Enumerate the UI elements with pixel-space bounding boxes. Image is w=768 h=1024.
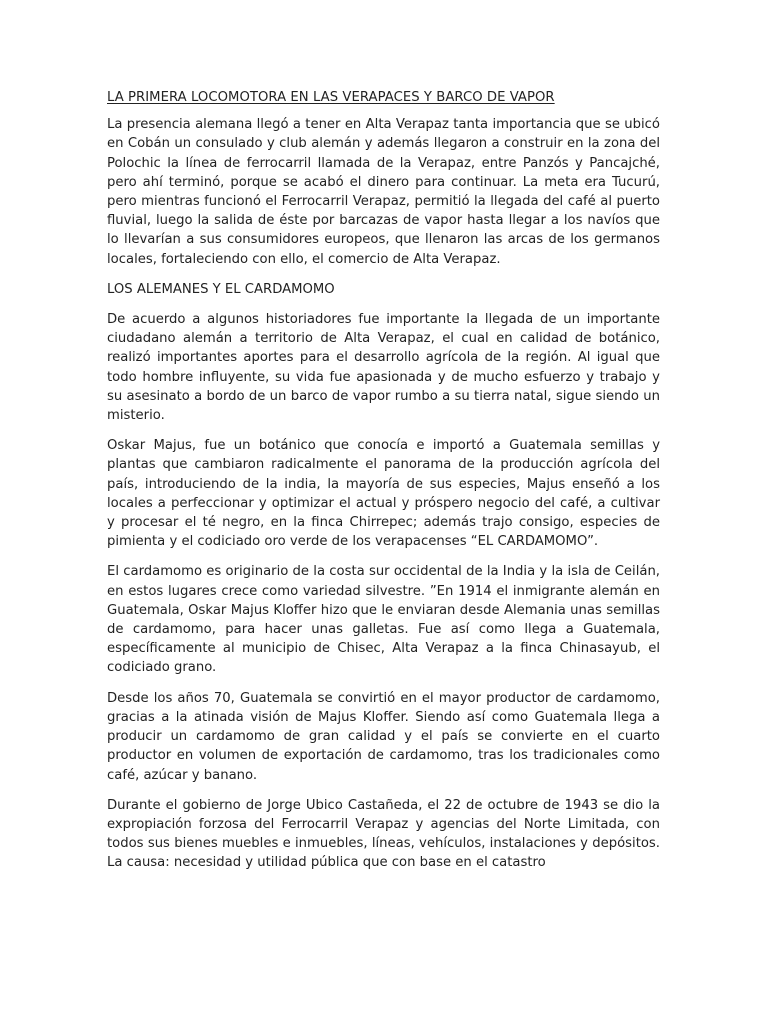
paragraph-origen-cardamomo: El cardamomo es originario de la costa sur occidental de la India y la isla de Ceilán, en estos lugares crece como variedad silvestre. ”En 1914 el inmigrante alemán en Guatemala, Oskar Majus Kloffer hizo que le enviaran desde Alemania unas semillas de cardamomo, para hacer unas galletas. Fue así como llega a Guatemala, específicamente al municipio de Chisec, Alta Verapaz a la finca Chinasayub, el codiciado grano. xyxy=(107,564,660,676)
document-body xyxy=(107,88,660,884)
paragraph-locomotora: La presencia alemana llegó a tener en Alta Verapaz tanta importancia que se ubicó en Cobán un consulado y club alemán y además llegaron a construir en la zona del Polochic la línea de ferrocarril llamada de la Verapaz, entre Panzós y Pancajché, pero ahí terminó, porque se acabó el dinero para continuar. La meta era Tucurú, pero mientras funcionó el Ferrocarril Verapaz, permitió la llegada del café al puerto fluvial, luego la salida de éste por barcazas de vapor hasta llegar a los navíos que lo llevarían a sus consumidores europeos, que llenaron las arcas de los germanos locales, fortaleciendo con ello, el comercio de Alta Verapaz. xyxy=(107,117,660,267)
paragraph-historiadores: De acuerdo a algunos historiadores fue importante la llegada de un importante ciudadano alemán a territorio de Alta Verapaz, el cual en calidad de botánico, realizó importantes aportes para el desarrollo agrícola de la región. Al igual que todo hombre influyente, su vida fue apasionada y de mucho esfuerzo y trabajo y su asesinato a bordo de un barco de vapor rumbo a su tierra natal, sigue siendo un misterio. xyxy=(107,312,660,424)
document-title: LA PRIMERA LOCOMOTORA EN LAS VERAPACES Y BARCO DE VAPOR xyxy=(107,90,555,105)
paragraph-anos-70: Desde los años 70, Guatemala se convirtió en el mayor productor de cardamomo, gracias a la atinada visión de Majus Kloffer. Siendo así como Guatemala llega a producir un cardamomo de gran calidad y el país se convierte en el cuarto productor en volumen de exportación de cardamomo, tras los tradicionales como café, azúcar y banano. xyxy=(107,690,660,783)
paragraph-oskar-majus: Oskar Majus, fue un botánico que conocía e importó a Guatemala semillas y plantas que cambiaron radicalmente el panorama de la producción agrícola del país, introduciendo de la india, la mayoría de sus especies, Majus enseñó a los locales a perfeccionar y optimizar el actual y próspero negocio del café, a cultivar y procesar el té negro, en la finca Chirrepec; además trajo consigo, especies de pimienta y el codiciado oro verde de los verapacenses “EL CARDAMOMO”. xyxy=(107,438,660,550)
paragraph-ubico: Durante el gobierno de Jorge Ubico Castañeda, el 22 de octubre de 1943 se dio la expropiación forzosa del Ferrocarril Verapaz y agencias del Norte Limitada, con todos sus bienes muebles e inmuebles, líneas, vehículos, instalaciones y depósitos. La causa: necesidad y utilidad pública que con base en el catastro xyxy=(107,797,660,871)
section-title-cardamomo: LOS ALEMANES Y EL CARDAMOMO xyxy=(107,281,335,297)
